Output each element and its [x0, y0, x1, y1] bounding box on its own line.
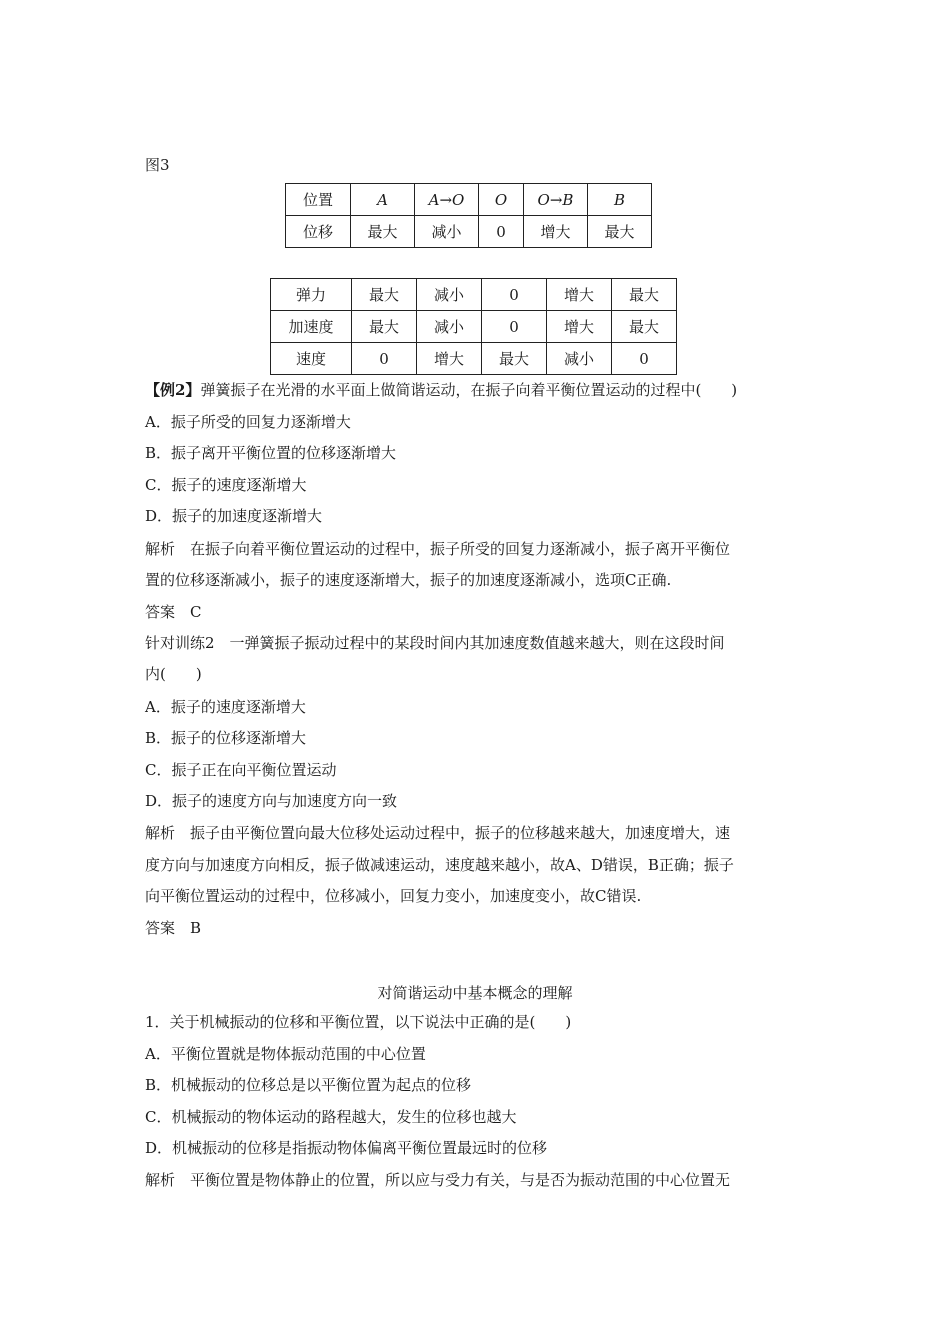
training-2-option-d: D．振子的速度方向与加速度方向一致 [145, 792, 398, 810]
example-2-text: 弹簧振子在光滑的水平面上做简谐运动，在振子向着平衡位置运动的过程中( ) [200, 381, 738, 399]
training-2-option-a: A．振子的速度逐渐增大 [145, 698, 306, 716]
table-row [271, 343, 677, 375]
question-1-option-d: D．机械振动的位移是指振动物体偏离平衡位置最远时的位移 [145, 1139, 548, 1157]
example-2-stem [145, 380, 737, 400]
table-cell: 位置 [286, 184, 351, 216]
table-row [271, 311, 677, 343]
table-cell: 最大 [612, 311, 677, 343]
question-1-stem: 1．关于机械振动的位移和平衡位置，以下说法中正确的是( ) [145, 1013, 572, 1031]
example-2-option-c: C．振子的速度逐渐增大 [145, 476, 307, 494]
table-cell: 0 [482, 311, 547, 343]
table-cell: 位移 [286, 216, 351, 248]
question-1-analysis: 解析 平衡位置是物体静止的位置，所以应与受力有关，与是否为振动范围的中心位置无 [145, 1171, 731, 1189]
training-2-stem-line: 内( ) [145, 665, 202, 683]
table-cell: A→O [415, 184, 479, 216]
training-2-option-b: B．振子的位移逐渐增大 [145, 729, 307, 747]
figure-label: 图3 [145, 156, 170, 174]
table-row [271, 279, 677, 311]
table-cell: 弹力 [271, 279, 352, 311]
table-cell: 0 [352, 343, 417, 375]
training-2-stem-line: 针对训练2 一弹簧振子振动过程中的某段时间内其加速度数值越来越大，则在这段时间 [145, 634, 725, 652]
training-2-answer: 答案 B [145, 919, 202, 937]
table-cell: 最大 [351, 216, 415, 248]
table-cell: 最大 [612, 279, 677, 311]
table-cell: 最大 [588, 216, 652, 248]
table-cell: 0 [482, 279, 547, 311]
example-2-analysis-line: 置的位移逐渐减小，振子的速度逐渐增大，振子的加速度逐渐减小，选项C正确. [145, 571, 672, 589]
training-2-option-c: C．振子正在向平衡位置运动 [145, 761, 337, 779]
example-2-answer: 答案 C [145, 603, 202, 621]
table-cell: 最大 [352, 311, 417, 343]
table-cell: 加速度 [271, 311, 352, 343]
table-cell: 速度 [271, 343, 352, 375]
table-row [286, 216, 652, 248]
table-cell: 最大 [482, 343, 547, 375]
table-cell: B [588, 184, 652, 216]
training-2-analysis-line: 向平衡位置运动的过程中，位移减小，回复力变小，加速度变小，故C错误. [145, 887, 642, 905]
section-title: 对简谐运动中基本概念的理解 [377, 984, 573, 1002]
training-2-analysis-line: 解析 振子由平衡位置向最大位移处运动过程中，振子的位移越来越大，加速度增大，速 [145, 824, 731, 842]
question-1-option-a: A．平衡位置就是物体振动范围的中心位置 [145, 1045, 426, 1063]
table-cell: 0 [479, 216, 524, 248]
table-cell: 增大 [524, 216, 588, 248]
table-cell: 减小 [547, 343, 612, 375]
table-cell: O→B [524, 184, 588, 216]
example-2-option-b: B．振子离开平衡位置的位移逐渐增大 [145, 444, 397, 462]
question-1-option-c: C．机械振动的物体运动的路程越大，发生的位移也越大 [145, 1108, 517, 1126]
example-2-option-a: A．振子所受的回复力逐渐增大 [145, 413, 351, 431]
training-2-analysis-line: 度方向与加速度方向相反，振子做减速运动，速度越来越小，故A、D错误，B正确；振子 [145, 856, 734, 874]
table-cell: 最大 [352, 279, 417, 311]
table-cell: 增大 [547, 279, 612, 311]
table-cell: 减小 [415, 216, 479, 248]
example-2-analysis-line: 解析 在振子向着平衡位置运动的过程中，振子所受的回复力逐渐减小，振子离开平衡位 [145, 540, 731, 558]
table-cell: A [351, 184, 415, 216]
example-2-option-d: D．振子的加速度逐渐增大 [145, 507, 323, 525]
table-cell: 减小 [417, 279, 482, 311]
example-2-tag: 【例2】 [145, 381, 201, 399]
question-1-option-b: B．机械振动的位移总是以平衡位置为起点的位移 [145, 1076, 472, 1094]
table-cell: 减小 [417, 311, 482, 343]
table-cell: 增大 [417, 343, 482, 375]
position-displacement-table [285, 183, 652, 248]
table-cell: 0 [612, 343, 677, 375]
table-cell: O [479, 184, 524, 216]
force-acceleration-velocity-table [270, 278, 677, 375]
table-row [286, 184, 652, 216]
table-cell: 增大 [547, 311, 612, 343]
